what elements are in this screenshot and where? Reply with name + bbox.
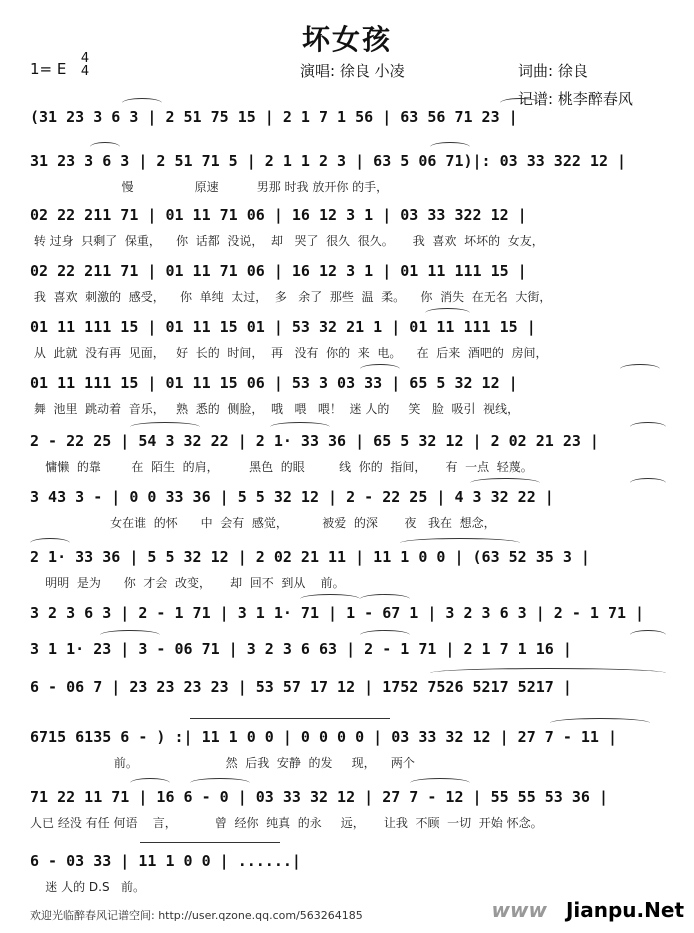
key-signature: 1= E	[30, 60, 67, 78]
lyric-line: 明明 是为 你 才会 改变， 却 回不 到从 前。	[30, 576, 345, 590]
notation-line: 3 2 3 6 3 | 2 - 1 71 | 3 1 1· 71 | 1 - 67 1 | 3 2 3 6 3 | 2 - 1 71 |	[30, 604, 645, 622]
notation-line: 6 - 06 7 | 23 23 23 23 | 53 57 17 12 | 1752 7526 5217 5217 |	[30, 678, 572, 696]
time-signature-bottom: 4	[80, 64, 90, 79]
notation-line: 02 22 211 71 | 01 11 71 06 | 16 12 3 1 | 03 33 322 12 |	[30, 206, 527, 224]
lyric-line: 女在谁 的怀 中 会有 感觉， 被爱 的深 夜 我在 想念，	[30, 516, 496, 530]
notation-line: 71 22 11 71 | 16 6 - 0 | 03 33 32 12 | 27 7 - 12 | 55 55 53 36 |	[30, 788, 608, 806]
time-signature	[78, 52, 92, 78]
lyric-line: 慵懒 的靠 在 陌生 的肩， 黑色 的眼 线 你的 指间， 有 一点 轻蔑。	[30, 460, 533, 474]
site-logo	[492, 898, 684, 922]
lyric-line: 转 过身 只剩了 保重， 你 话都 没说， 却 哭了 很久 很久。 我 喜欢 坏坏的 女友，	[30, 234, 544, 248]
notation-line: 31 23 3 6 3 | 2 51 71 5 | 2 1 1 2 3 | 63 5 06 71)|: 03 33 322 12 |	[30, 152, 627, 170]
score-line-14	[30, 788, 666, 848]
notation-line: 01 11 111 15 | 01 11 15 01 | 53 32 21 1 | 01 11 111 15 |	[30, 318, 536, 336]
lyrics-music-credit: 词曲: 徐良	[518, 62, 588, 80]
notation-line: 01 11 111 15 | 01 11 15 06 | 53 3 03 33 | 65 5 32 12 |	[30, 374, 518, 392]
singers-credit: 演唱: 徐良 小凌	[300, 62, 405, 80]
notation-line: 3 43 3 - | 0 0 33 36 | 5 5 32 12 | 2 - 22 25 | 4 3 32 22 |	[30, 488, 554, 506]
transcriber-credit: 记谱: 桃李醉春风	[518, 90, 633, 108]
song-title: 坏女孩	[301, 23, 392, 56]
lyric-line: 迷 人的 D.S 前。	[30, 880, 146, 894]
footer-text: 欢迎光临醉春风记谱空间: http://user.qzone.qq.com/563264185	[30, 909, 363, 922]
notation-line: 3 1 1· 23 | 3 - 06 71 | 3 2 3 6 63 | 2 - 1 71 | 2 1 7 1 16 |	[30, 640, 572, 658]
lyric-line: 我 喜欢 刺激的 感受， 你 单纯 太过， 多 余了 那些 温 柔。 你 消失 在无名 大街，	[30, 290, 552, 304]
notation-line: 2 - 22 25 | 54 3 32 22 | 2 1· 33 36 | 65 5 32 12 | 2 02 21 23 |	[30, 432, 599, 450]
notation-line: 02 22 211 71 | 01 11 71 06 | 16 12 3 1 | 01 11 111 15 |	[30, 262, 527, 280]
lyric-line: 舞 池里 跳动着 音乐， 熟 悉的 侧脸， 哦 喂 喂！ 迷 人的 笑 脸 吸引 视线，	[30, 402, 520, 416]
time-signature-top: 4	[80, 51, 90, 66]
notation-line: 6 - 03 33 | 11 1 0 0 | ......|	[30, 852, 301, 870]
notation-line: 6715 6135 6 - ) :| 11 1 0 0 | 0 0 0 0 | 03 33 32 12 | 27 7 - 11 |	[30, 728, 617, 746]
lyric-line: 慢 原速 男那 时我 放开你 的手，	[30, 180, 389, 194]
notation-line: (31 23 3 6 3 | 2 51 75 15 | 2 1 7 1 56 | 63 56 71 23 |	[30, 108, 518, 126]
lyric-line: 从 此就 没有再 见面， 好 长的 时间， 再 没有 你的 来 电。 在 后来 酒吧的 房间，	[30, 346, 548, 360]
lyric-line: 人已 经没 有任 何语 言， 曾 经你 纯真 的永 远， 让我 不顾 一切 开始 怀念。	[30, 816, 543, 830]
site-logo-prefix: www	[491, 898, 547, 922]
notation-line: 2 1· 33 36 | 5 5 32 12 | 2 02 21 11 | 11 1 0 0 | (63 52 35 3 |	[30, 548, 590, 566]
lyric-line: 前。 然 后我 安静 的发 现， 两个	[30, 756, 415, 770]
score-line-2	[30, 152, 666, 212]
site-logo-text: Jianpu.Net	[565, 898, 684, 922]
score-line-3	[30, 206, 666, 266]
